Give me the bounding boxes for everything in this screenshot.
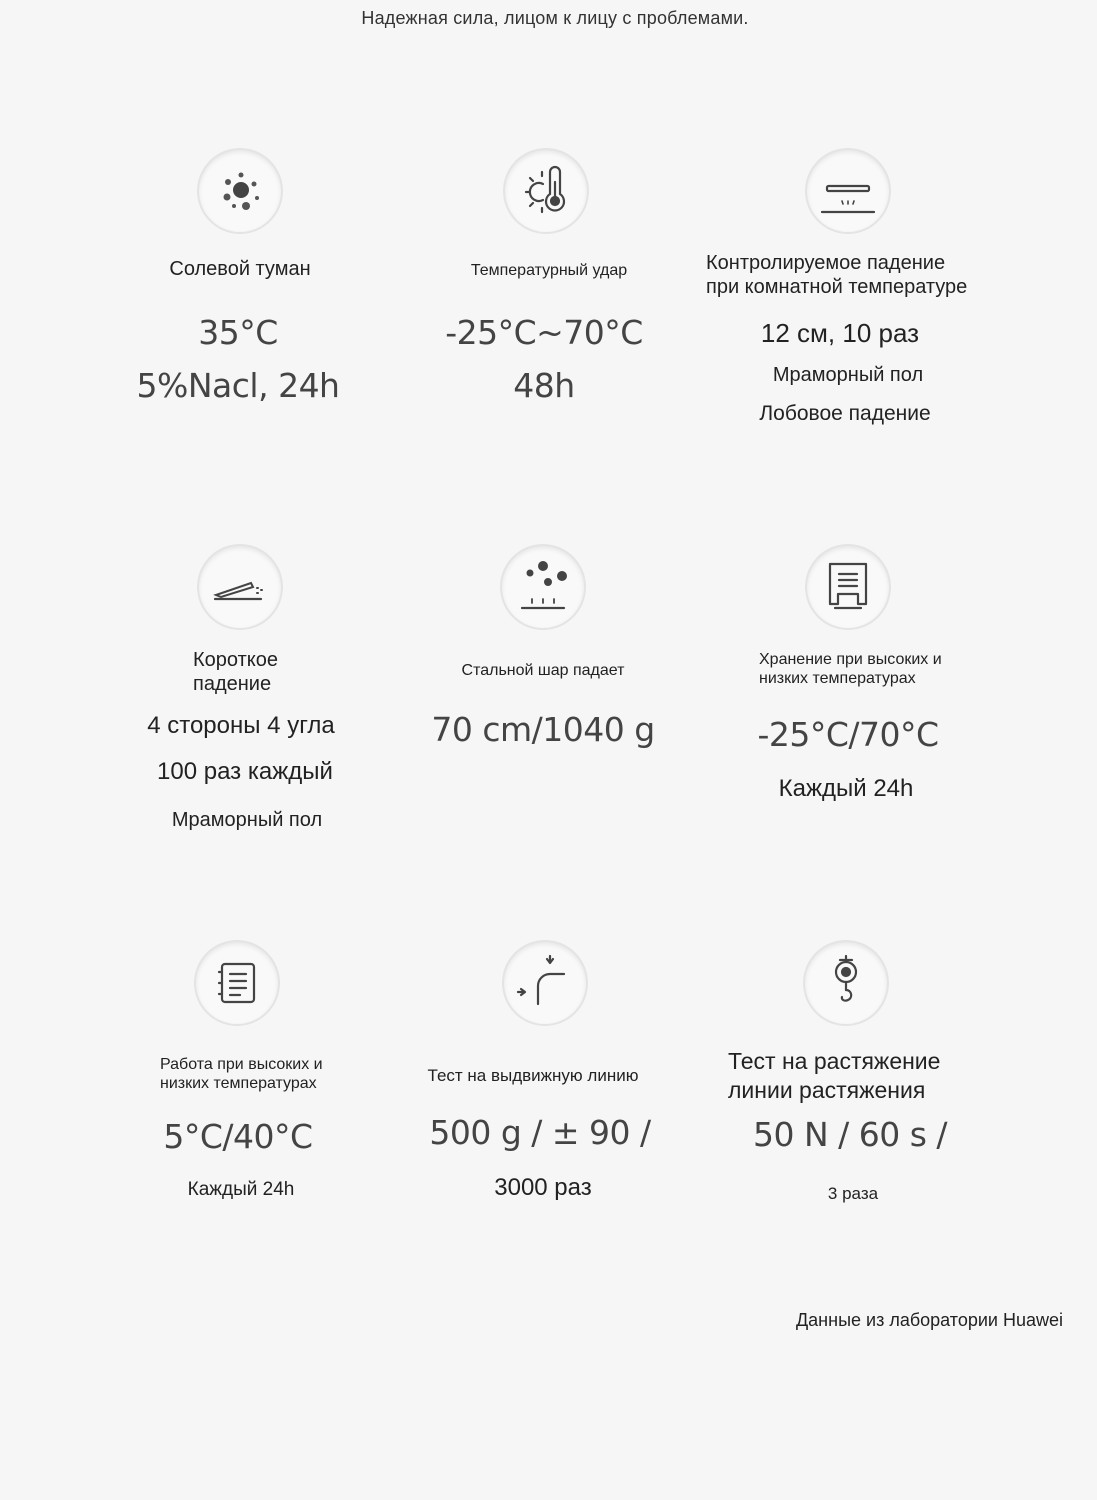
storage-temp-range: -25°C/70°C (757, 715, 939, 754)
short-drop-count: 100 раз каждый (157, 758, 333, 785)
tensile-spec: 50 N / 60 s / (752, 1115, 948, 1154)
cable-bending-spec: 500 g / ± 90 / (429, 1113, 651, 1152)
tensile-title-2: линии растяжения (728, 1077, 926, 1103)
storage-device-icon (807, 546, 889, 628)
short-drop-sides: 4 стороны 4 угла (147, 712, 335, 739)
tensile-title-1: Тест на растяжение (728, 1048, 941, 1074)
thermometer-sun-icon (505, 150, 587, 232)
controlled-drop-icon (807, 150, 889, 232)
tensile-count: 3 раза (827, 1184, 879, 1203)
controlled-drop-type: Лобовое падение (759, 402, 931, 425)
cable-bending-title: Тест на выдвижную линию (427, 1066, 639, 1085)
short-drop-title-1: Короткое (193, 649, 278, 671)
page-subtitle: Надежная сила, лицом к лицу с проблемами. (361, 8, 749, 28)
steel-ball-icon (502, 546, 584, 628)
storage-temp-duration: Каждый 24h (778, 775, 914, 802)
cable-bending-count: 3000 раз (494, 1174, 592, 1201)
steel-ball-spec: 70 cm/1040 g (431, 710, 655, 749)
salt-fog-conc: 5%Nacl, 24h (136, 366, 340, 405)
salt-fog-icon (199, 150, 281, 232)
storage-temp-title-2: низких температурах (759, 670, 916, 687)
salt-fog-title: Солевой туман (169, 258, 311, 280)
controlled-drop-title-1: Контролируемое падение (706, 252, 946, 274)
operating-temp-duration: Каждый 24h (187, 1179, 295, 1200)
controlled-drop-title-2: при комнатной температуре (706, 276, 968, 298)
thermal-shock-range: -25°C~70°C (445, 313, 643, 352)
salt-fog-temp: 35°C (198, 313, 278, 352)
short-drop-surface: Мраморный пол (171, 809, 323, 831)
thermal-shock-duration: 48h (513, 366, 575, 405)
thermal-shock-title: Температурный удар (470, 262, 628, 279)
steel-ball-title: Стальной шар падает (461, 662, 625, 679)
storage-temp-title-1: Хранение при высоких и (759, 651, 942, 668)
short-drop-title-2: падение (193, 673, 272, 695)
operating-temp-title-1: Работа при высоких и (160, 1056, 323, 1073)
tensile-hook-icon (805, 942, 887, 1024)
operation-device-icon (196, 942, 278, 1024)
operating-temp-title-2: низких температурах (160, 1075, 317, 1092)
controlled-drop-surface: Мраморный пол (772, 364, 924, 386)
operating-temp-range: 5°C/40°C (163, 1117, 313, 1156)
short-drop-icon (199, 546, 281, 628)
data-source-note: Данные из лаборатории Huawei (795, 1310, 1063, 1330)
controlled-drop-height: 12 см, 10 раз (760, 318, 920, 348)
bending-cable-icon (504, 942, 586, 1024)
